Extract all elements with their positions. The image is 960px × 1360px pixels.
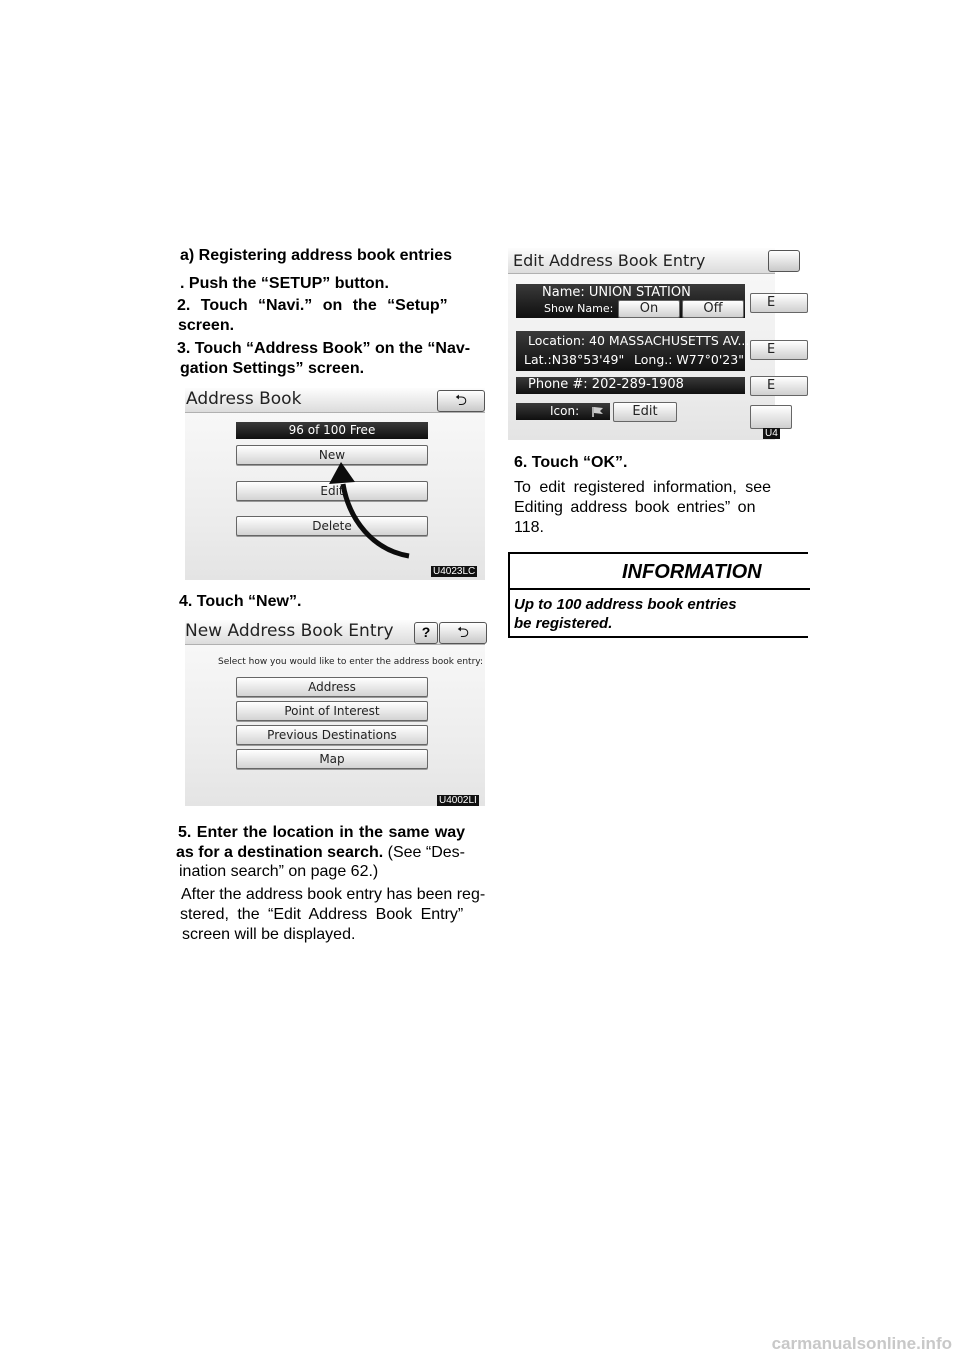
step-4: 4. Touch “New”. <box>179 593 302 610</box>
longitude-value: Long.: W77°0'23" <box>634 352 744 367</box>
location-edit-button[interactable]: E <box>750 340 808 360</box>
note-line1: After the address book entry has been reg- <box>181 886 486 903</box>
name-panel <box>516 284 745 318</box>
return-arrow-icon: ⮌ <box>454 392 467 409</box>
back-button[interactable] <box>439 622 487 644</box>
para-line2: Editing address book entries” on <box>514 499 756 516</box>
step-3-line1: 3. Touch “Address Book” on the “Nav- <box>177 340 471 357</box>
icon-panel <box>516 403 610 420</box>
help-button[interactable]: ? <box>414 622 438 644</box>
latitude-value: Lat.:N38°53'49" <box>524 352 625 367</box>
step-5-line2: as for a destination search. (See “Des- <box>176 844 465 861</box>
title-bar <box>185 620 485 645</box>
entry-method-prompt: Select how you would like to enter the address book entry: <box>218 657 483 667</box>
para-line1: To edit registered information, see <box>514 479 772 496</box>
information-box <box>508 550 776 642</box>
address-book-screen <box>185 388 485 580</box>
step-5-line3: ination search” on page 62.) <box>179 863 379 880</box>
section-heading: a) Registering address book entries <box>180 247 453 264</box>
information-line1: Up to 100 address book entries <box>514 596 737 613</box>
location-value: Location: 40 MASSACHUSETTS AV... <box>528 333 750 348</box>
back-button[interactable] <box>768 250 800 272</box>
figure-code: U4023LC <box>433 566 476 577</box>
show-name-label: Show Name: <box>544 302 614 315</box>
note-line3: screen will be displayed. <box>182 926 356 943</box>
step-2-line2: screen. <box>178 317 235 334</box>
address-button[interactable]: Address <box>236 677 428 697</box>
step-3-line2: gation Settings” screen. <box>180 360 365 377</box>
step-1: . Push the “SETUP” button. <box>180 275 389 292</box>
return-arrow-icon: ⮌ <box>456 624 469 641</box>
phone-edit-button[interactable]: E <box>750 376 808 396</box>
phone-value: Phone #: 202-289-1908 <box>528 377 684 392</box>
new-button[interactable]: New <box>236 445 428 465</box>
location-panel <box>516 331 750 371</box>
figure-code: U4002LI <box>439 795 477 806</box>
icon-label: Icon: <box>550 404 580 418</box>
new-entry-screen <box>185 620 485 806</box>
screen-title: New Address Book Entry <box>185 621 394 641</box>
para-line3: 118. <box>514 519 544 536</box>
edit-entry-screen <box>508 248 778 440</box>
information-line2: be registered. <box>514 615 613 632</box>
flag-icon <box>592 406 604 417</box>
map-button[interactable]: Map <box>236 749 428 769</box>
show-name-on-button[interactable]: On <box>618 300 680 318</box>
free-counter: 96 of 100 Free <box>236 422 428 439</box>
step-6: 6. Touch “OK”. <box>514 454 628 471</box>
screen-title: Edit Address Book Entry <box>513 251 706 270</box>
figure-code: U4 <box>765 428 778 439</box>
phone-panel <box>516 377 745 394</box>
ok-button[interactable] <box>750 405 792 429</box>
previous-destinations-button[interactable]: Previous Destinations <box>236 725 428 745</box>
step-5-line1: 5. Enter the location in the same way <box>178 824 466 841</box>
icon-edit-button[interactable]: Edit <box>613 402 677 422</box>
name-value: Name: UNION STATION <box>542 285 691 300</box>
point-of-interest-button[interactable]: Point of Interest <box>236 701 428 721</box>
watermark: carmanualsonline.info <box>771 1334 952 1353</box>
screen-title: Address Book <box>186 389 302 409</box>
name-edit-button[interactable]: E <box>750 293 808 313</box>
touch-arrow-icon <box>315 460 425 560</box>
edit-button[interactable]: Edit <box>236 481 428 501</box>
title-bar <box>508 248 775 274</box>
information-title: INFORMATION <box>622 561 762 583</box>
step-2-line1: 2. Touch “Navi.” on the “Setup” <box>177 297 448 314</box>
note-line2: stered, the “Edit Address Book Entry” <box>180 906 464 923</box>
title-bar <box>185 388 485 413</box>
back-button[interactable] <box>437 390 485 412</box>
delete-button[interactable]: Delete <box>236 516 428 536</box>
show-name-off-button[interactable]: Off <box>682 300 744 318</box>
